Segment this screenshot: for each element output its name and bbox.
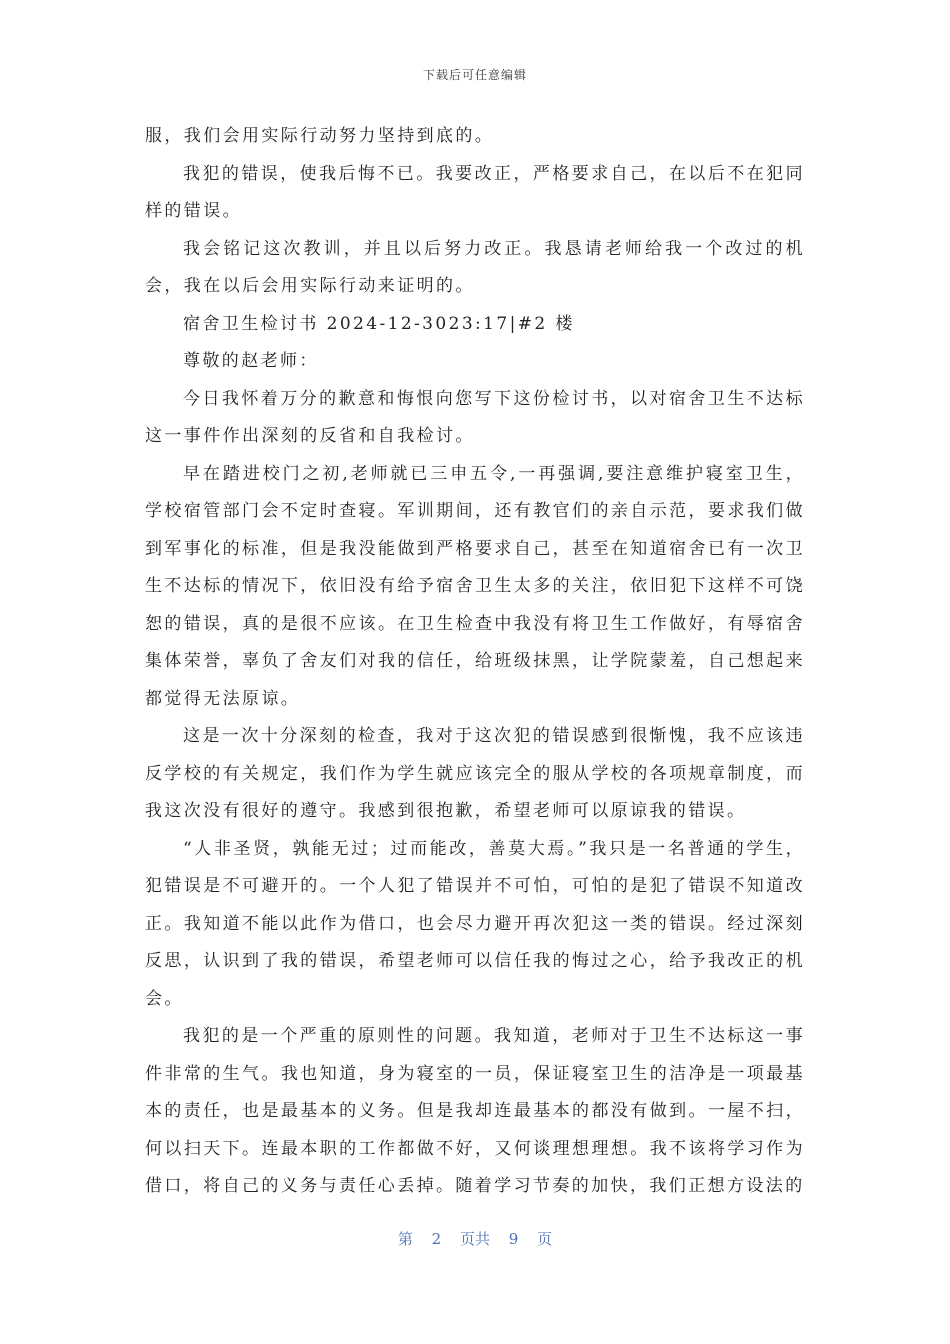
page-header xyxy=(0,66,950,83)
salutation: 尊敬的赵老师： xyxy=(183,351,319,371)
section-title: 宿舍卫生检讨书 2024-12-3023:17|#2 楼 xyxy=(183,313,575,334)
paragraph: 我犯的是一个严重的原则性的问题。我知道，老师对于卫生不达标这一事件非常的生气。我也知道，身为寝室的一员，保证寝室卫生的洁净是一项最基本的责任，也是最基本的义务。但是我却连最基本的都没有做到。一屋不扫，何以扫天下。连最本职的工作都做不好，又何谈理想理想。我不该将学习作为借口，将自己的义务与责任心丢掉。随着学习节奏的加快，我们正想方设法的 xyxy=(145,1026,805,1196)
header-text: 下载后可任意编辑 xyxy=(422,68,527,82)
paragraph: 我犯的错误，使我后悔不已。我要改正，严格要求自己，在以后不在犯同样的错误。 xyxy=(145,163,805,221)
total-pages-number: 9 xyxy=(508,1230,519,1248)
page-footer xyxy=(0,1228,950,1249)
document-body xyxy=(145,118,805,1206)
paragraph: 今日我怀着万分的歉意和悔恨向您写下这份检讨书，以对宿舍卫生不达标这一事件作出深刻的反省和自我检讨。 xyxy=(145,388,805,446)
paragraph: “人非圣贤，孰能无过；过而能改，善莫大焉。”我只是一名普通的学生，犯错误是不可避开的。一个人犯了错误并不可怕，可怕的是犯了错误不知道改正。我知道不能以此作为借口，也会尽力避开再次犯这一类的错误。经过深刻反思，认识到了我的错误，希望老师可以信任我的悔过之心，给予我改正的机会。 xyxy=(145,838,805,1009)
paragraph: 我会铭记这次教训，并且以后努力改正。我恳请老师给我一个改过的机会，我在以后会用实际行动来证明的。 xyxy=(145,238,805,296)
footer-prefix: 第 xyxy=(397,1230,413,1248)
paragraph: 服，我们会用实际行动努力坚持到底的。 xyxy=(145,126,495,146)
paragraph: 早在踏进校门之初,老师就已三申五令,一再强调,要注意维护寝室卫生，学校宿管部门会不定时查寝。军训期间，还有教官们的亲自示范，要求我们做到军事化的标准，但是我没能做到严格要求自己，甚至在知道宿舍已有一次卫生不达标的情况下，依旧没有给予宿舍卫生太多的关注，依旧犯下这样不可饶恕的错误，真的是很不应该。在卫生检查中我没有将卫生工作做好，有辱宿舍集体荣誉，辜负了舍友们对我的信任，给班级抹黑，让学院蒙羞，自己想起来都觉得无法原谅。 xyxy=(145,463,805,709)
current-page-number: 2 xyxy=(431,1230,442,1248)
footer-suffix: 页 xyxy=(537,1230,553,1248)
footer-middle: 页共 xyxy=(459,1230,490,1248)
paragraph: 这是一次十分深刻的检查，我对于这次犯的错误感到很惭愧，我不应该违反学校的有关规定，我们作为学生就应该完全的服从学校的各项规章制度，而我这次没有很好的遵守。我感到很抱歉，希望老师可以原谅我的错误。 xyxy=(145,726,805,821)
